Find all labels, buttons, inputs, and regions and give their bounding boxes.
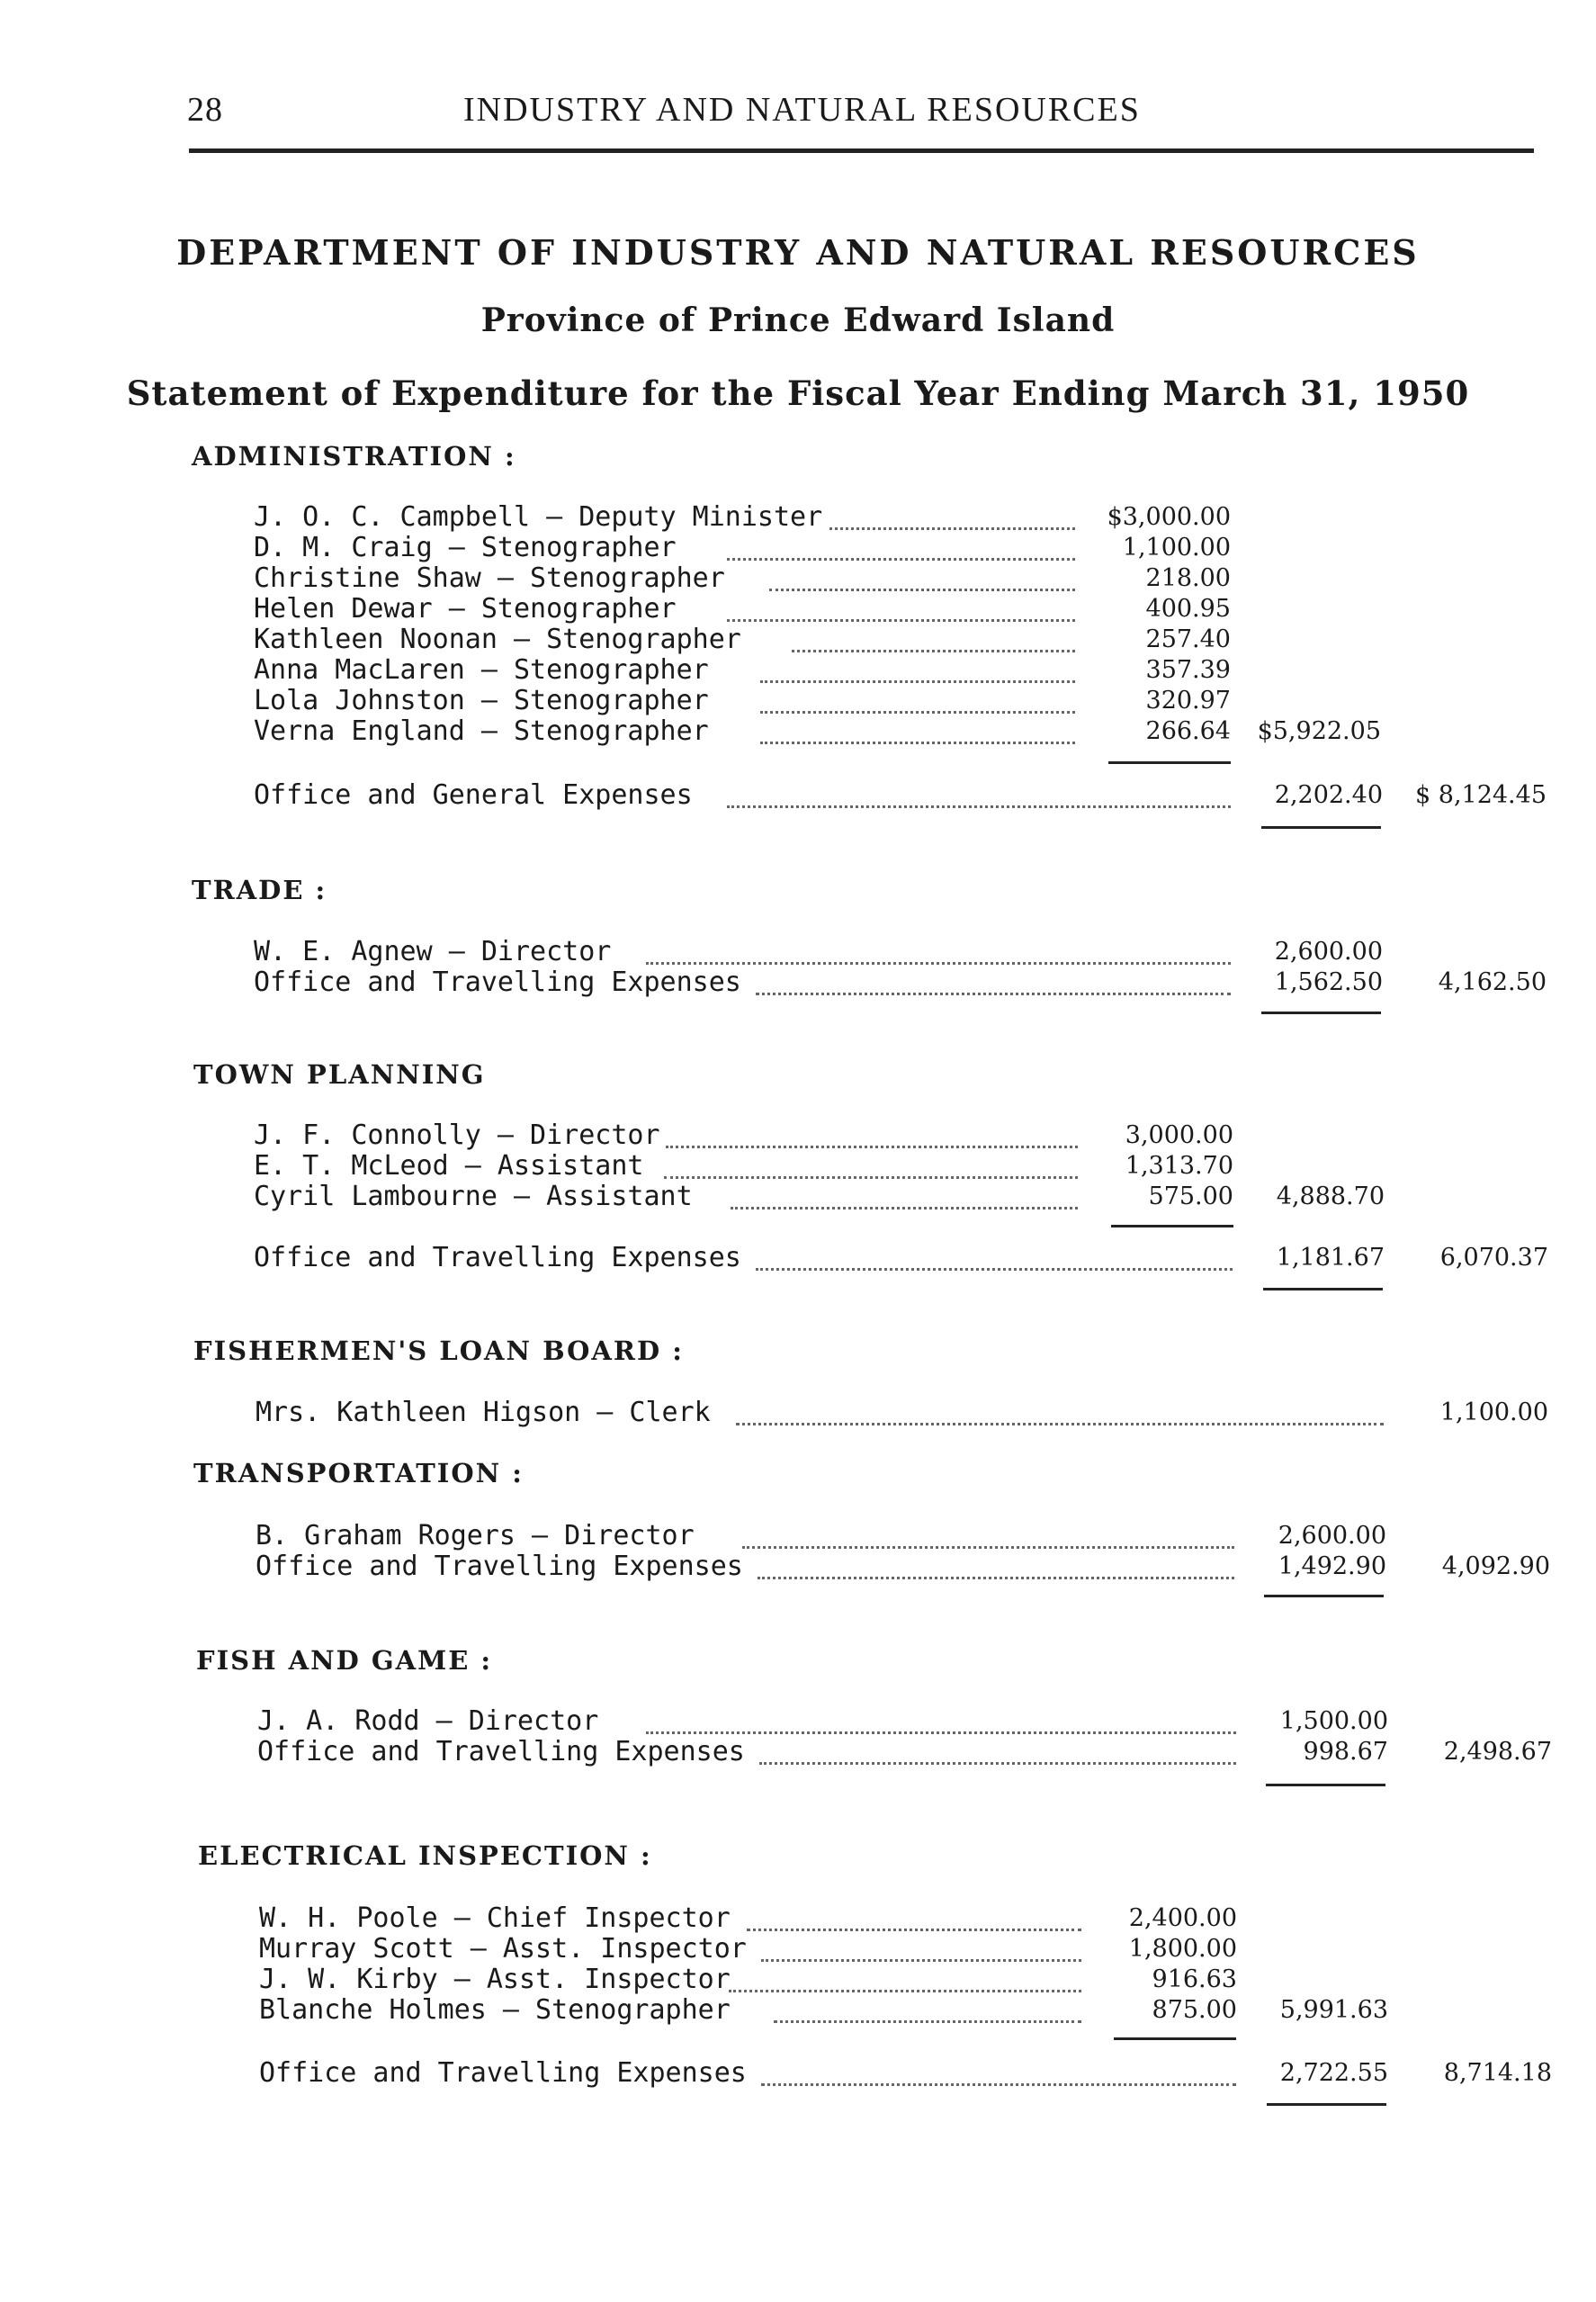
line-item-label: Office and Travelling Expenses <box>256 1551 743 1582</box>
line-item-label: J. W. Kirby — Asst. Inspector <box>259 1964 731 1995</box>
province-title: Province of Prince Edward Island <box>480 301 1116 339</box>
dot-leader <box>774 2020 1081 2023</box>
amount-detail: 875.00 <box>1152 1996 1237 2024</box>
amount-subtotal: 5,991.63 <box>1279 1996 1388 2024</box>
amount-detail: 266.64 <box>1145 717 1231 745</box>
line-item-label: Office and General Expenses <box>254 779 693 811</box>
dot-leader <box>666 1146 1078 1148</box>
total-rule <box>1261 1012 1381 1014</box>
total-rule <box>1111 1225 1233 1227</box>
amount-total: 6,070.37 <box>1439 1244 1548 1272</box>
line-item-label: J. F. Connolly — Director <box>254 1120 660 1151</box>
dot-leader <box>760 711 1075 714</box>
line-item-label: Office and Travelling Expenses <box>254 967 741 998</box>
line-item-label: W. H. Poole — Chief Inspector <box>259 1902 731 1934</box>
amount-total: 8,714.18 <box>1443 2059 1552 2087</box>
line-item-label: Office and Travelling Expenses <box>254 1242 741 1273</box>
total-rule <box>1263 1288 1383 1290</box>
section-heading-fish-and-game: FISH AND GAME : <box>196 1645 493 1676</box>
dot-leader <box>646 962 1231 965</box>
amount-detail: 2,400.00 <box>1128 1904 1237 1932</box>
amount-detail: 575.00 <box>1148 1182 1233 1210</box>
amount-detail: 218.00 <box>1145 564 1231 592</box>
statement-title: Statement of Expenditure for the Fiscal Year Ending March 31, 1950 <box>126 373 1470 413</box>
section-heading-town-planning: TOWN PLANNING <box>193 1059 486 1090</box>
total-rule <box>1261 826 1381 829</box>
line-item-label: J. A. Rodd — Director <box>257 1705 599 1737</box>
amount-subtotal: 1,492.90 <box>1278 1552 1386 1580</box>
dot-leader <box>727 558 1075 561</box>
line-item-label: Cyril Lambourne — Assistant <box>254 1181 693 1212</box>
dot-leader <box>758 1577 1234 1579</box>
dot-leader <box>727 805 1231 808</box>
amount-detail: 1,100.00 <box>1122 534 1231 562</box>
dot-leader <box>829 527 1075 530</box>
line-item-label: Helen Dewar — Stenographer <box>254 593 677 625</box>
line-item-label: J. O. C. Campbell — Deputy Minister <box>254 501 823 533</box>
line-item-label: Christine Shaw — Stenographer <box>254 562 725 594</box>
page-number: 28 <box>187 91 223 129</box>
amount-detail: 257.40 <box>1145 625 1231 653</box>
dot-leader <box>760 742 1075 744</box>
amount-detail: 3,000.00 <box>1125 1121 1233 1149</box>
dot-leader <box>747 1929 1081 1931</box>
total-rule <box>1264 1595 1384 1597</box>
amount-subtotal: 2,202.40 <box>1274 781 1383 809</box>
total-rule <box>1267 2103 1386 2106</box>
section-heading-transportation: TRANSPORTATION : <box>193 1458 524 1488</box>
running-title: INDUSTRY AND NATURAL RESOURCES <box>463 91 1141 129</box>
amount-subtotal: 2,600.00 <box>1274 938 1383 966</box>
dot-leader <box>761 2083 1236 2086</box>
amount-subtotal: 998.67 <box>1303 1738 1388 1766</box>
amount-subtotal: 4,888.70 <box>1276 1182 1385 1210</box>
dot-leader <box>760 680 1075 683</box>
line-item-label: W. E. Agnew — Director <box>254 936 612 967</box>
total-rule <box>1266 1784 1385 1786</box>
dot-leader <box>759 1762 1236 1765</box>
dot-leader <box>742 1546 1234 1549</box>
header-rule <box>189 148 1534 153</box>
line-item-label: D. M. Craig — Stenographer <box>254 532 677 563</box>
amount-subtotal: 2,600.00 <box>1278 1522 1386 1550</box>
amount-total: 2,498.67 <box>1443 1738 1552 1766</box>
total-rule <box>1108 761 1231 764</box>
dot-leader <box>761 1959 1081 1962</box>
amount-detail: 1,800.00 <box>1128 1935 1237 1963</box>
line-item-label: Office and Travelling Expenses <box>259 2057 747 2089</box>
total-rule <box>1114 2037 1236 2040</box>
amount-detail: 1,313.70 <box>1125 1152 1233 1180</box>
line-item-label: E. T. McLeod — Assistant <box>254 1150 644 1182</box>
section-heading-trade: TRADE : <box>192 875 327 905</box>
amount-total: 1,100.00 <box>1439 1398 1548 1426</box>
amount-subtotal: 2,722.55 <box>1279 2059 1388 2087</box>
dot-leader <box>736 1423 1384 1425</box>
amount-subtotal: 1,500.00 <box>1279 1707 1388 1735</box>
dot-leader <box>792 650 1075 652</box>
dot-leader <box>664 1176 1078 1179</box>
line-item-label: Anna MacLaren — Stenographer <box>254 654 709 686</box>
amount-subtotal: 1,181.67 <box>1276 1244 1385 1272</box>
section-heading-fishermens-loan-board: FISHERMEN'S LOAN BOARD : <box>193 1335 684 1366</box>
line-item-label: Murray Scott — Asst. Inspector <box>259 1933 747 1965</box>
dot-leader <box>731 1207 1078 1209</box>
amount-total: 4,092.90 <box>1441 1552 1550 1580</box>
amount-subtotal: $5,922.05 <box>1257 717 1381 745</box>
section-heading-electrical-inspection: ELECTRICAL INSPECTION : <box>198 1840 652 1871</box>
amount-detail: 320.97 <box>1145 687 1231 715</box>
amount-total: 4,162.50 <box>1438 968 1547 996</box>
amount-total: $ 8,124.45 <box>1415 781 1547 809</box>
line-item-label: Lola Johnston — Stenographer <box>254 685 709 716</box>
amount-detail: 400.95 <box>1145 595 1231 623</box>
line-item-label: Blanche Holmes — Stenographer <box>259 1994 731 2026</box>
section-heading-administration: ADMINISTRATION : <box>192 441 516 472</box>
line-item-label: B. Graham Rogers — Director <box>256 1520 695 1551</box>
dot-leader <box>646 1731 1236 1734</box>
dot-leader <box>756 1268 1233 1271</box>
amount-detail: 357.39 <box>1145 656 1231 684</box>
amount-detail: $3,000.00 <box>1107 503 1231 531</box>
dot-leader <box>769 589 1075 591</box>
line-item-label: Office and Travelling Expenses <box>257 1736 745 1767</box>
line-item-label: Verna England — Stenographer <box>254 715 709 747</box>
dot-leader <box>727 619 1075 622</box>
amount-detail: 916.63 <box>1152 1965 1237 1993</box>
line-item-label: Mrs. Kathleen Higson — Clerk <box>256 1397 711 1428</box>
department-title: DEPARTMENT OF INDUSTRY AND NATURAL RESOURCES <box>176 232 1420 273</box>
line-item-label: Kathleen Noonan — Stenographer <box>254 624 741 655</box>
dot-leader <box>729 1990 1081 1992</box>
amount-subtotal: 1,562.50 <box>1274 968 1383 996</box>
dot-leader <box>756 993 1231 995</box>
